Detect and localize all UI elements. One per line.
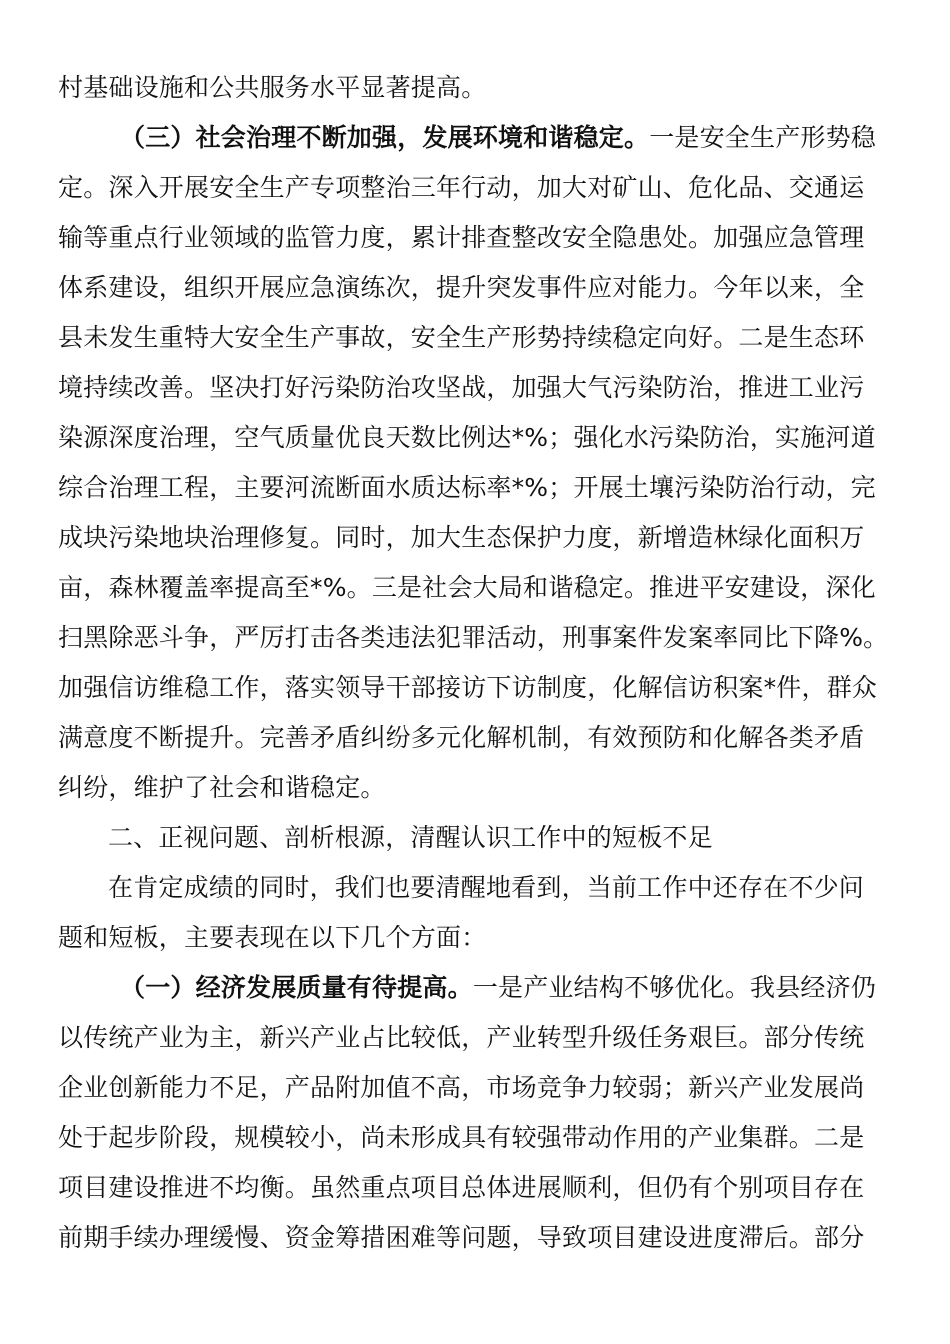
- text-line: 项目建设推进不均衡。虽然重点项目总体进展顺利，但仍有个别项目存在: [58, 1173, 865, 1202]
- text-line: 染源深度治理，空气质量优良天数比例达*%；强化水污染防治，实施河道: [58, 423, 876, 452]
- text-line: 综合治理工程，主要河流断面水质达标率*%；开展土壤污染防治行动，完: [58, 473, 876, 502]
- text-line: 处于起步阶段，规模较小，尚未形成具有较强带动作用的产业集群。二是: [58, 1123, 865, 1152]
- text-line: 境持续改善。坚决打好污染防治攻坚战，加强大气污染防治，推进工业污: [58, 373, 865, 402]
- section-heading: （三）社会治理不断加强，发展环境和谐稳定。: [120, 123, 650, 152]
- text-line: 前期手续办理缓慢、资金筹措困难等问题，导致项目建设进度滞后。部分: [58, 1223, 865, 1252]
- chapter-heading: 二、正视问题、剖析根源，清醒认识工作中的短板不足: [108, 823, 713, 852]
- text-line: 企业创新能力不足，产品附加值不高，市场竞争力较弱；新兴产业发展尚: [58, 1073, 865, 1102]
- section-heading-line: （一）经济发展质量有待提高。一是产业结构不够优化。我县经济仍: [120, 973, 877, 1002]
- text-line: 以传统产业为主，新兴产业占比较低，产业转型升级任务艰巨。部分传统: [58, 1023, 865, 1052]
- text-line: 体系建设，组织开展应急演练次，提升突发事件应对能力。今年以来，全: [58, 273, 865, 302]
- section-heading: （一）经济发展质量有待提高。: [120, 973, 473, 1002]
- text-line: 县未发生重特大安全生产事故，安全生产形势持续稳定向好。二是生态环: [58, 323, 865, 352]
- text-line: 村基础设施和公共服务水平显著提高。: [58, 73, 487, 102]
- text-line: 在肯定成绩的同时，我们也要清醒地看到，当前工作中还存在不少问: [108, 873, 865, 902]
- text-line: 满意度不断提升。完善矛盾纠纷多元化解机制，有效预防和化解各类矛盾: [58, 723, 865, 752]
- text-line: 亩，森林覆盖率提高至*%。三是社会大局和谐稳定。推进平安建设，深化: [58, 573, 876, 602]
- text-line: 定。深入开展安全生产专项整治三年行动，加大对矿山、危化品、交通运: [58, 173, 865, 202]
- text-line: 输等重点行业领域的监管力度，累计排查整改安全隐患处。加强应急管理: [58, 223, 865, 252]
- text-line: 成块污染地块治理修复。同时，加大生态保护力度，新增造林绿化面积万: [58, 523, 865, 552]
- section-heading-line: （三）社会治理不断加强，发展环境和谐稳定。一是安全生产形势稳: [120, 123, 877, 152]
- text-line: 纠纷，维护了社会和谐稳定。: [58, 773, 386, 802]
- text-line: 题和短板，主要表现在以下几个方面：: [58, 923, 487, 952]
- text-line: 加强信访维稳工作，落实领导干部接访下访制度，化解信访积案*件，群众: [58, 673, 878, 702]
- text-line: 扫黑除恶斗争，严厉打击各类违法犯罪活动，刑事案件发案率同比下降%。: [58, 623, 889, 652]
